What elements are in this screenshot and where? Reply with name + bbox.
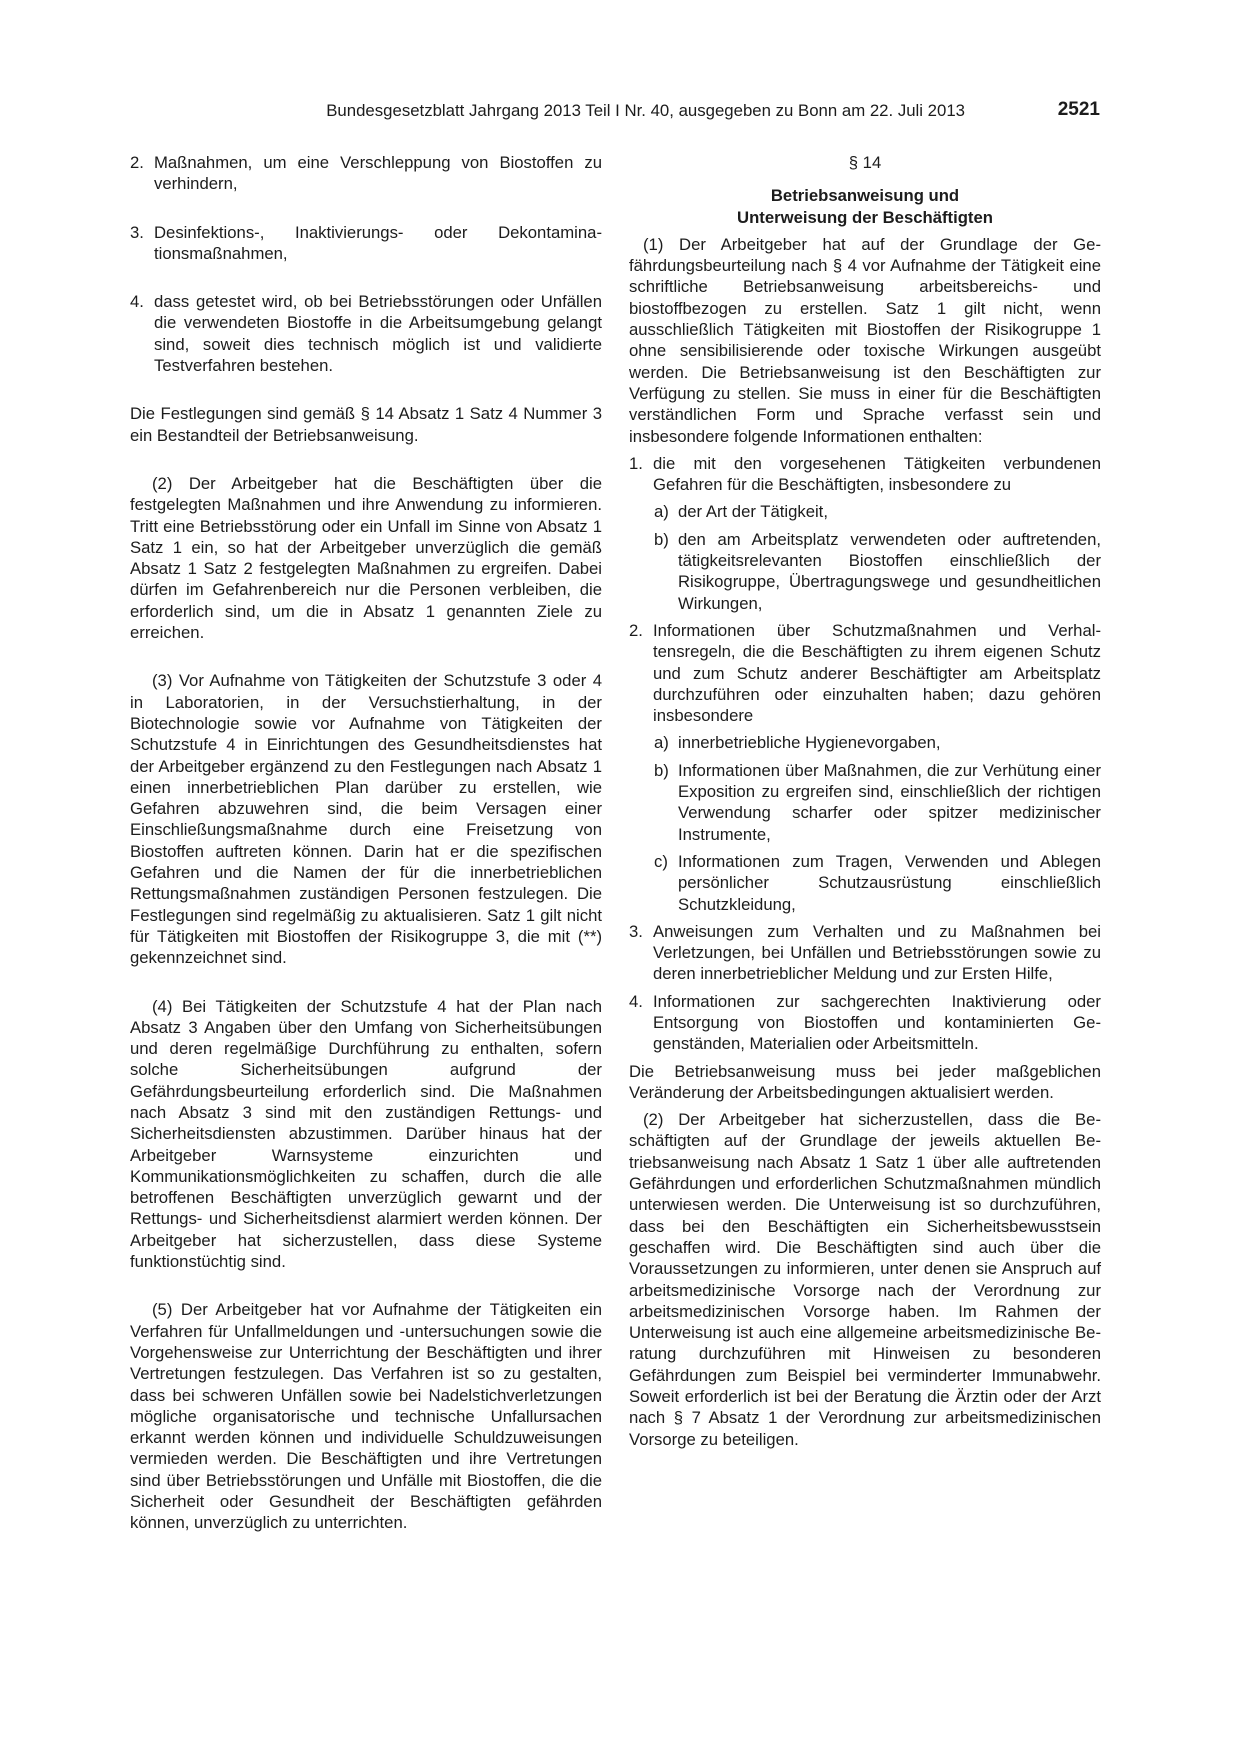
- sub-item-letter: b): [654, 529, 669, 549]
- item-text: die mit den vorgesehenen Tätigkeiten verbundenen Gefahren für die Beschäftigten, insbesondere zu: [653, 453, 1101, 495]
- item-number: 4.: [130, 292, 144, 312]
- list-item: [629, 991, 1101, 1055]
- sub-item-text: Informationen über Maßnahmen, die zur Verhütung einer Exposition zu ergreifen sind, einschließlich der richtigen Verwendung scharfer oder spitzer medizinischer Instrumente,: [678, 760, 1101, 844]
- sub-item-text: Informationen zum Tragen, Verwenden und Ablegen persönlicher Schutzausrüstung einschließlich Schutzkleidung,: [678, 851, 1101, 914]
- list-item: [629, 921, 1101, 985]
- page-number: 2521: [1057, 99, 1100, 120]
- item-number: 4.: [629, 991, 643, 1011]
- paragraph-absatz-3: (3) Vor Aufnahme von Tätigkeiten der Schutzstufe 3 oder 4 in Laboratorien, in der Versuchstierhaltung, in der Biotechnologie sowie vor Aufnahme von Tätigkeiten der Schutzstufe 4 in Einrichtungen des Gesundheitsdienstes hat der Arbeitgeber ergänzend zu den Festlegungen nach Absatz 1 einen innerbetrieblichen Plan darüber zu erstellen, wie Gefahren abzuwehren sind, die beim Versagen einer Einschließungsmaßnahme durch eine Freisetzung von Biostoffen auftreten können. Darin hat er die spezifischen Gefahren und die Namen der für die innerbetrieblichen Rettungsmaßnahmen zuständigen Personen festzulegen. Die Festlegungen sind regelmäßig zu aktualisieren. Satz 1 gilt nicht für Tätigkeiten mit Biostoffen der Risikogruppe 3, die mit (**) gekennzeichnet sind.: [130, 671, 602, 968]
- item-text: Informationen über Schutzmaßnahmen und Verhaltensregeln, die die Beschäftigten zu ihrem eigenen Schutz und zum Schutz anderer Beschäftigter am Arbeitsplatz durchzuführen oder einzuhalten haben; dazu gehören insbesondere: [653, 620, 1101, 726]
- sub-item: [654, 529, 1101, 614]
- sub-item: [654, 760, 1101, 845]
- list-item: [629, 620, 1101, 726]
- section-number: § 14: [848, 153, 882, 172]
- paragraph: Die Betriebsanweisung muss bei jeder maßgeblichen Veränderung der Arbeitsbedingungen aktualisiert werden.: [629, 1061, 1101, 1102]
- item-number: 2.: [629, 620, 643, 640]
- item-text: Desinfektions-, Inaktivierungs- oder Dekontaminationsmaßnahmen,: [154, 222, 602, 263]
- list-item: [130, 152, 602, 195]
- sub-item-text: innerbetriebliche Hygienevorgaben,: [678, 733, 941, 753]
- sub-item-letter: a): [654, 502, 669, 522]
- page-header: [0, 101, 1100, 125]
- item-number: 3.: [629, 921, 643, 941]
- sub-item: [654, 501, 1101, 522]
- right-column: [629, 152, 1101, 1450]
- section-heading-line-1: Betriebsanweisung und: [770, 186, 960, 206]
- list-item: [130, 222, 602, 265]
- paragraph-absatz-5: (5) Der Arbeitgeber hat vor Aufnahme der Tätigkeiten ein Verfahren für Unfallmeldungen und -untersuchungen sowie die Vorgehensweise zur Unterrichtung der Beschäftigten und ihrer Vertretungen festzulegen. Das Verfahren ist so zu gestalten, dass bei schweren Unfällen sowie bei Nadelstichverletzungen mögliche organisatorische und technische Unfallursachen erkannt werden können und individuelle Schuldzuweisungen vermieden werden. Die Beschäftigten und ihre Vertretungen sind über Betriebsstörungen und Unfälle mit Biostoffen, die die Sicherheit oder Gesundheit der Beschäftigten gefährden können, unverzüglich zu unterrichten.: [130, 1300, 602, 1533]
- sub-item-letter: c): [654, 851, 668, 871]
- item-number: 2.: [130, 153, 144, 172]
- sub-item-text: der Art der Tätigkeit,: [678, 502, 828, 522]
- item-number: 3.: [130, 222, 144, 242]
- sub-item-letter: a): [654, 733, 669, 753]
- sub-item: [654, 732, 1101, 753]
- sub-item-letter: b): [654, 760, 669, 780]
- item-text: Maßnahmen, um eine Verschleppung von Biostoffen zu verhindern,: [154, 153, 602, 194]
- paragraph-absatz-2: (2) Der Arbeitgeber hat die Beschäftigten über die festgelegten Maßnahmen und ihre Anwendung zu informieren. Tritt eine Betriebsstörung oder ein Unfall im Sinne von Absatz 1 Satz 1 ein, so hat der Arbeitgeber unverzüglich die gemäß Absatz 1 Satz 2 festgelegten Maßnahmen zu ergreifen. Dabei dürfen im Gefahrenbereich nur die Personen verbleiben, die erforderlich sind, um die in Absatz 1 genannten Ziele zu erreichen.: [130, 473, 602, 643]
- section-heading-line-2: Unterweisung der Beschäftigten: [737, 207, 993, 227]
- sub-item-text: den am Arbeitsplatz verwendeten oder auftretenden, tätigkeitsrelevanten Biostoffen einschließlich der Risikogruppe, Übertragungswege und gesundheitlichen Wirkungen,: [678, 529, 1101, 613]
- left-column: [130, 152, 602, 1534]
- paragraph-absatz-2: (2) Der Arbeitgeber hat sicherzustellen, dass die Beschäftigten auf der Grundlage der jeweils aktuellen Betriebsanweisung nach Absatz 1 Satz 1 über alle auftretenden Gefährdungen und erforderlichen Schutzmaßnahmen mündlich unterwiesen werden. Die Unterweisung ist so durchzuführen, dass bei den Beschäftigten ein Sicherheitsbewusstsein geschaffen wird. Die Beschäftigten sind auch über die Voraussetzungen zu informieren, unter denen sie Anspruch auf arbeitsmedizinische Vorsorge nach der Verordnung zur arbeitsmedizinischen Vorsorge haben. Im Rahmen der Unterweisung ist auch eine allgemeine arbeitsmedizinische Beratung durchzuführen mit Hinweisen zu besonderen Gefährdungen zum Beispiel bei verminderter Immunabwehr. Soweit erforderlich ist bei der Beratung die Ärztin oder der Arzt nach § 7 Absatz 1 der Verordnung zur arbeitsmedizinischen Vorsorge zu beteiligen.: [629, 1110, 1101, 1449]
- item-text: dass getestet wird, ob bei Betriebsstörungen oder Unfällen die verwendeten Biostoffe in die Arbeitsumgebung gelangt sind, soweit dies technisch möglich ist und validierte Testverfahren bestehen.: [154, 292, 602, 376]
- item-number: 1.: [629, 453, 643, 473]
- running-header: Bundesgesetzblatt Jahrgang 2013 Teil I Nr. 40, ausgegeben zu Bonn am 22. Juli 2013: [326, 101, 965, 120]
- paragraph: Die Festlegungen sind gemäß § 14 Absatz 1 Satz 4 Nummer 3 ein Bestandteil der Betriebsanweisung.: [130, 404, 602, 445]
- item-text: Informationen zur sachgerechten Inaktivierung oder Entsorgung von Biostoffen und kontaminierten Gegenständen, Materialien oder Arbeitsmitteln.: [653, 991, 1101, 1054]
- item-text: Anweisungen zum Verhalten und zu Maßnahmen bei Verletzungen, bei Unfällen und Betriebsstörungen sowie zu deren innerbetrieblicher Meldung und zur Ersten Hilfe,: [653, 921, 1101, 984]
- list-item: [629, 453, 1101, 496]
- sub-item: [654, 851, 1101, 915]
- paragraph-absatz-4: (4) Bei Tätigkeiten der Schutzstufe 4 hat der Plan nach Absatz 3 Angaben über den Umfang von Sicherheitsübungen und deren regelmäßige Durchführung zu enthalten, sofern solche Sicherheitsübungen aufgrund der Gefährdungsbeurteilung erforderlich sind. Die Maßnahmen nach Absatz 3 sind mit den zuständigen Rettungs- und Sicherheitsdiensten abzustimmen. Darüber hinaus hat der Arbeitgeber Warnsysteme einzurichten und Kommunikationsmöglichkeiten zu schaffen, durch die alle betroffenen Beschäftigten unverzüglich gewarnt und der Rettungs- und Sicherheitsdienst alarmiert werden können. Der Arbeitgeber hat sicherzustellen, dass diese Systeme funktionstüchtig sind.: [130, 996, 602, 1272]
- list-item: [130, 291, 602, 376]
- paragraph-absatz-1: (1) Der Arbeitgeber hat auf der Grundlage der Gefährdungsbeurteilung nach § 4 vor Aufnahme der Tätigkeit eine schriftliche Betriebsanweisung arbeitsbereichs- und biostoffbezogen zu erstellen. Satz 1 gilt nicht, wenn ausschließlich Tätigkeiten mit Biostoffen der Risikogruppe 1 ohne sensibilisierende oder toxische Wirkungen ausgeübt werden. Die Betriebsanweisung ist den Beschäftigten zur Verfügung zu stellen. Sie muss in einer für die Beschäftigten verständlichen Form und Sprache verfasst sein und insbesondere folgende Informationen enthalten:: [629, 234, 1101, 446]
